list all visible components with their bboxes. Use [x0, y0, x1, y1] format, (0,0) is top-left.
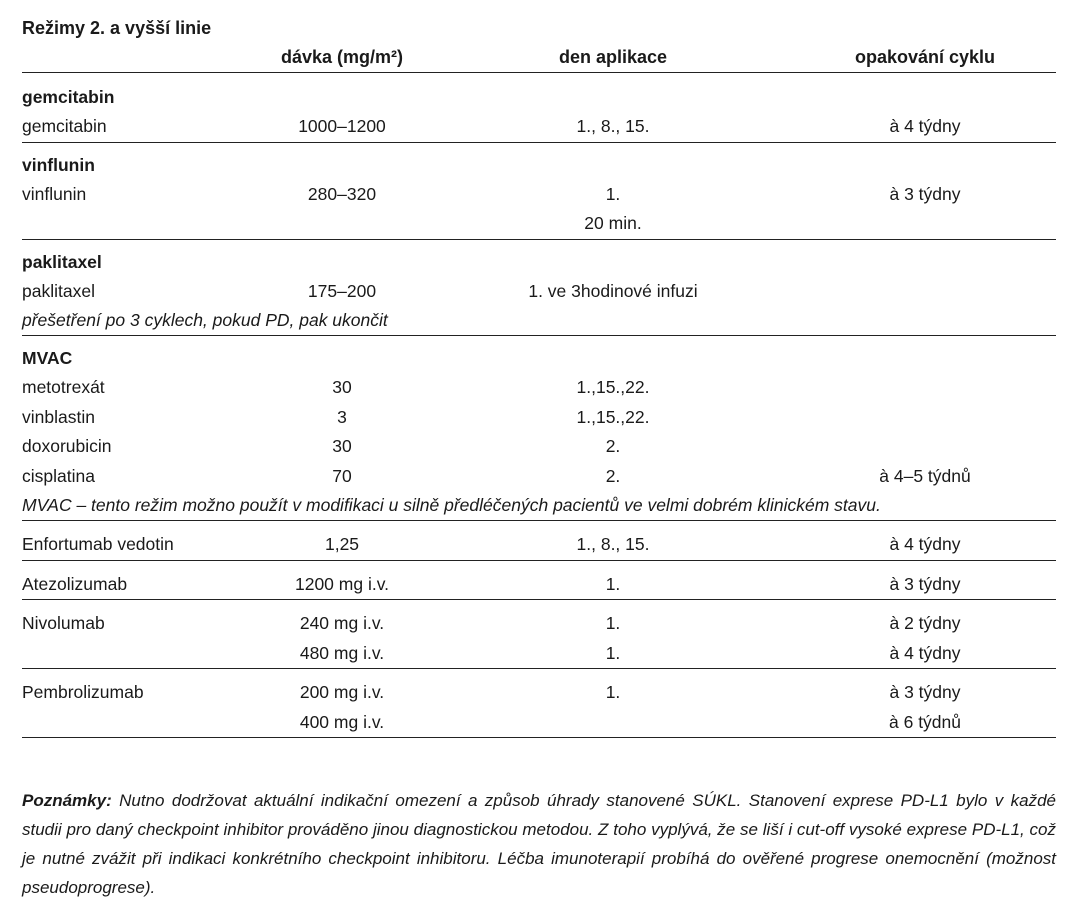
group-note: přešetření po 3 cyklech, pokud PD, pak ukončit	[22, 310, 388, 330]
group-title: MVAC	[22, 348, 73, 368]
cell-cycle	[794, 432, 1056, 462]
cell-dose: 70	[332, 465, 352, 486]
cell-cycle: à 4 týdny	[889, 534, 961, 554]
cell-dose: 1200 mg i.v.	[294, 573, 390, 594]
table-group	[22, 143, 1056, 240]
cell-day: 1., 8., 15.	[576, 116, 650, 136]
table-row	[22, 112, 1056, 142]
table-row	[22, 209, 1056, 239]
cell-day: 1.	[605, 573, 621, 594]
header-cycle: opakování cyklu	[854, 47, 996, 67]
cell-cycle: à 4 týdny	[889, 116, 961, 136]
header-drug	[22, 42, 252, 72]
cell-cycle: à 4–5 týdnů	[879, 465, 971, 486]
table-row	[22, 678, 1056, 708]
cell-cycle	[794, 277, 1056, 307]
table-row	[22, 373, 1056, 403]
cell-drug: metotrexát	[22, 377, 105, 397]
table-row	[22, 180, 1056, 210]
group-title: gemcitabin	[22, 87, 115, 107]
cell-drug: Enfortumab vedotin	[22, 534, 174, 554]
table-group	[22, 600, 1056, 669]
cell-cycle: à 3 týdny	[889, 573, 961, 594]
cell-day	[432, 708, 794, 738]
cell-drug	[22, 209, 252, 239]
table-group	[22, 521, 1056, 561]
group-title: vinflunin	[22, 154, 95, 175]
cell-dose: 3	[337, 406, 347, 427]
cell-dose: 240 mg i.v.	[299, 613, 385, 633]
cell-day: 1.	[605, 682, 621, 702]
table-group	[22, 561, 1056, 601]
cell-drug: Pembrolizumab	[22, 682, 144, 702]
cell-day: 20 min.	[584, 213, 642, 233]
table-group	[22, 336, 1056, 521]
cell-day: 2.	[605, 465, 621, 486]
table-row	[22, 277, 1056, 307]
table-row	[22, 570, 1056, 600]
cell-cycle: à 3 týdny	[889, 183, 961, 204]
table-row	[22, 403, 1056, 433]
header-dose: dávka (mg/m²)	[280, 47, 404, 67]
cell-day: 1.,15.,22.	[576, 377, 650, 397]
cell-dose	[252, 209, 432, 239]
cell-cycle	[794, 209, 1056, 239]
table-group	[22, 669, 1056, 738]
cell-drug: vinblastin	[22, 406, 95, 427]
cell-cycle: à 3 týdny	[889, 682, 961, 702]
cell-day: 1.	[605, 642, 621, 663]
table-row	[22, 432, 1056, 462]
cell-dose: 30	[332, 436, 352, 456]
table-body	[22, 73, 1056, 738]
cell-drug: paklitaxel	[22, 280, 95, 301]
table-group	[22, 240, 1056, 337]
group-title: paklitaxel	[22, 251, 102, 272]
cell-dose: 30	[332, 377, 352, 397]
notes-paragraph	[22, 786, 1056, 902]
cell-day: 2.	[605, 436, 621, 456]
cell-cycle	[794, 373, 1056, 403]
group-note: MVAC – tento režim možno použít v modifikaci u silně předléčených pacientů ve velmi dobrém klinickém stavu.	[22, 495, 881, 515]
cell-cycle: à 2 týdny	[889, 613, 961, 633]
cell-cycle: à 6 týdnů	[889, 711, 961, 732]
table-row	[22, 530, 1056, 560]
cell-drug: Atezolizumab	[22, 573, 128, 594]
cell-drug: cisplatina	[22, 465, 95, 486]
cell-cycle: à 4 týdny	[889, 642, 961, 663]
cell-dose: 400 mg i.v.	[299, 711, 385, 732]
cell-dose: 480 mg i.v.	[299, 642, 385, 663]
cell-dose: 1,25	[324, 534, 360, 554]
cell-day: 1., 8., 15.	[576, 534, 650, 554]
cell-dose: 280–320	[307, 183, 377, 204]
cell-day: 1. ve 3hodinové infuzi	[528, 280, 698, 301]
cell-drug: Nivolumab	[22, 613, 105, 633]
notes-text: Nutno dodržovat aktuální indikační omezení a způsob úhrady stanovené SÚKL. Stanovení exprese PD-L1 bylo v každé studii pro daný checkpoint inhibitor prováděno jinou diagnostickou metodou. Z toho vyplývá, že se liší i cut-off vysoké exprese PD-L1, což je nutné zvážit při indikaci konkrétního checkpoint inhibitoru. Léčba imunoterapií probíhá do ověřené progrese onemocnění (možnost pseudoprogrese).	[22, 791, 1056, 897]
table-row	[22, 462, 1056, 492]
cell-dose: 175–200	[307, 280, 377, 301]
table-row	[22, 609, 1056, 639]
cell-dose: 200 mg i.v.	[299, 682, 385, 702]
regimen-table	[22, 14, 1056, 738]
table-header	[22, 42, 1056, 73]
table-row	[22, 708, 1056, 738]
cell-day: 1.	[605, 183, 621, 204]
cell-drug: doxorubicin	[22, 436, 112, 456]
cell-dose: 1000–1200	[298, 116, 386, 136]
table-caption: Režimy 2. a vyšší linie	[22, 18, 212, 38]
cell-day: 1.,15.,22.	[576, 406, 650, 427]
table-row	[22, 639, 1056, 669]
cell-drug: vinflunin	[22, 183, 87, 204]
notes-label: Poznámky:	[22, 791, 112, 810]
cell-cycle	[794, 403, 1056, 433]
cell-drug	[22, 639, 252, 669]
header-day: den aplikace	[558, 47, 668, 67]
table-group	[22, 73, 1056, 143]
cell-drug: gemcitabin	[22, 116, 107, 136]
cell-day: 1.	[605, 613, 621, 633]
cell-drug	[22, 708, 252, 738]
